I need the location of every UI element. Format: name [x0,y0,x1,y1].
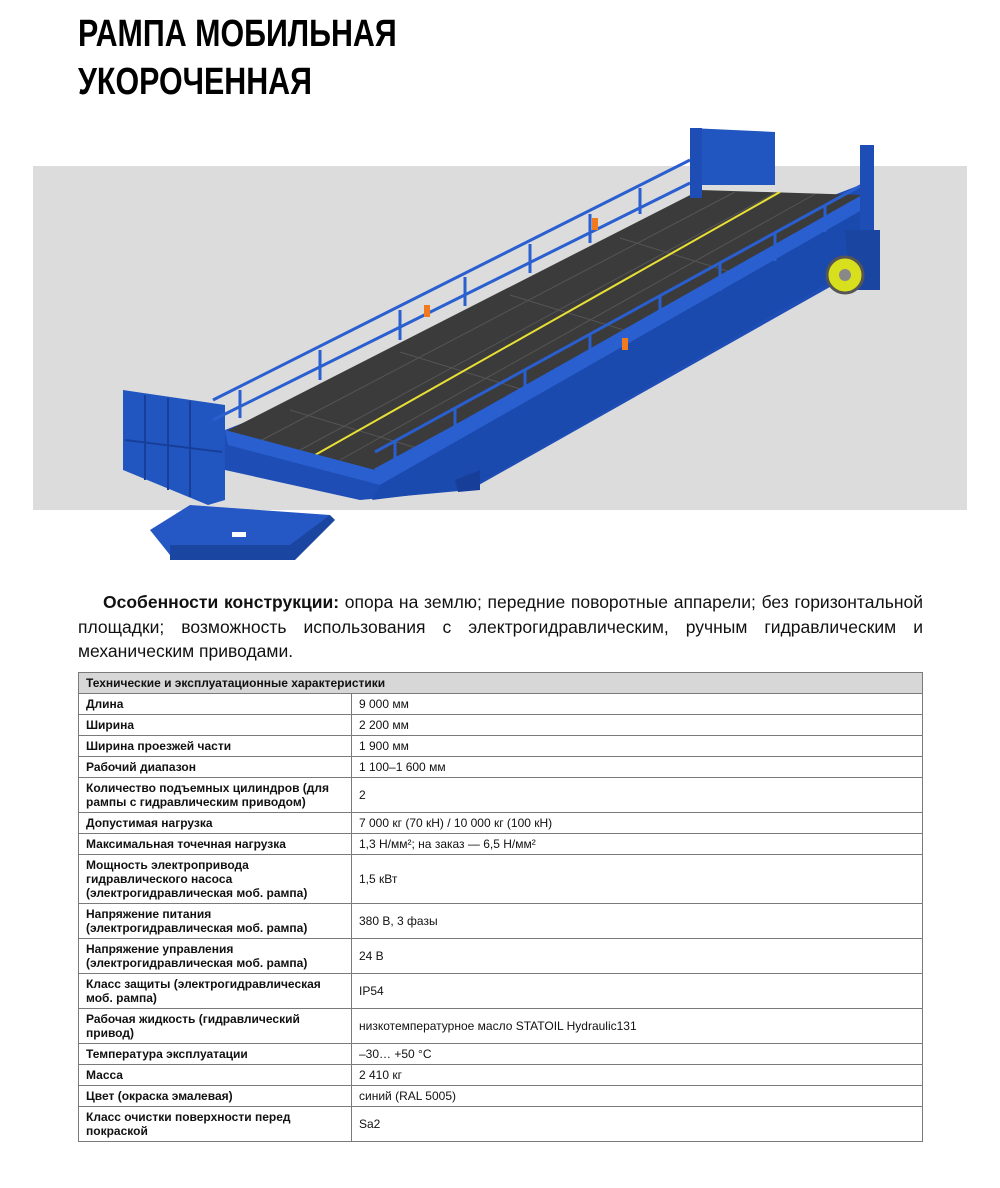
page-title [78,10,397,106]
specs-table [78,672,923,1142]
title-line-1: РАМПА МОБИЛЬНАЯ [78,13,397,55]
spec-value: 7 000 кг (70 кН) / 10 000 кг (100 кН) [352,813,923,834]
ramp-illustration [0,120,1000,580]
spec-value: синий (RAL 5005) [352,1086,923,1107]
spec-value: 1,3 Н/мм²; на заказ — 6,5 Н/мм² [352,834,923,855]
table-row [79,1086,923,1107]
table-row [79,904,923,939]
table-row [79,694,923,715]
table-row [79,757,923,778]
features-text: опора на землю; передние поворотные аппарели; без горизонтальной площадки; возможность использования с электрогидравлическим, ручным гидравлическим и механическим приводами. [78,592,923,661]
features-paragraph [78,590,923,664]
spec-value: IP54 [352,974,923,1009]
spec-value: 24 В [352,939,923,974]
spec-key: Ширина проезжей части [79,736,352,757]
spec-key: Максимальная точечная нагрузка [79,834,352,855]
spec-key: Мощность электропривода гидравлического насоса (электрогидравлическая моб. рампа) [79,855,352,904]
table-row [79,974,923,1009]
spec-value: 1,5 кВт [352,855,923,904]
features-label: Особенности конструкции: [103,592,340,612]
table-row [79,1009,923,1044]
spec-value: 2 410 кг [352,1065,923,1086]
spec-key: Напряжение питания (электрогидравлическая моб. рампа) [79,904,352,939]
table-header: Технические и эксплуатационные характеристики [79,673,923,694]
spec-value: 1 100–1 600 мм [352,757,923,778]
table-row [79,834,923,855]
spec-key: Цвет (окраска эмалевая) [79,1086,352,1107]
spec-key: Рабочий диапазон [79,757,352,778]
table-row [79,939,923,974]
table-row [79,1044,923,1065]
spec-key: Количество подъемных цилиндров (для рампы с гидравлическим приводом) [79,778,352,813]
spec-value: 1 900 мм [352,736,923,757]
spec-key: Класс очистки поверхности перед покраской [79,1107,352,1142]
title-line-2: УКОРОЧЕННАЯ [78,61,312,103]
spec-value: –30… +50 °C [352,1044,923,1065]
spec-key: Класс защиты (электрогидравлическая моб. рампа) [79,974,352,1009]
table-row [79,855,923,904]
spec-key: Напряжение управления (электрогидравлическая моб. рампа) [79,939,352,974]
table-row [79,1065,923,1086]
table-row [79,778,923,813]
spec-value: 2 200 мм [352,715,923,736]
spec-value: 9 000 мм [352,694,923,715]
spec-key: Ширина [79,715,352,736]
spec-key: Температура эксплуатации [79,1044,352,1065]
table-row [79,736,923,757]
spec-key: Допустимая нагрузка [79,813,352,834]
table-row [79,715,923,736]
spec-key: Рабочая жидкость (гидравлический привод) [79,1009,352,1044]
spec-key: Масса [79,1065,352,1086]
spec-key: Длина [79,694,352,715]
table-row [79,813,923,834]
spec-value: 380 В, 3 фазы [352,904,923,939]
spec-value: низкотемпературное масло STATOIL Hydraulic131 [352,1009,923,1044]
spec-value: Sa2 [352,1107,923,1142]
table-row [79,1107,923,1142]
spec-value: 2 [352,778,923,813]
table-header-row [79,673,923,694]
